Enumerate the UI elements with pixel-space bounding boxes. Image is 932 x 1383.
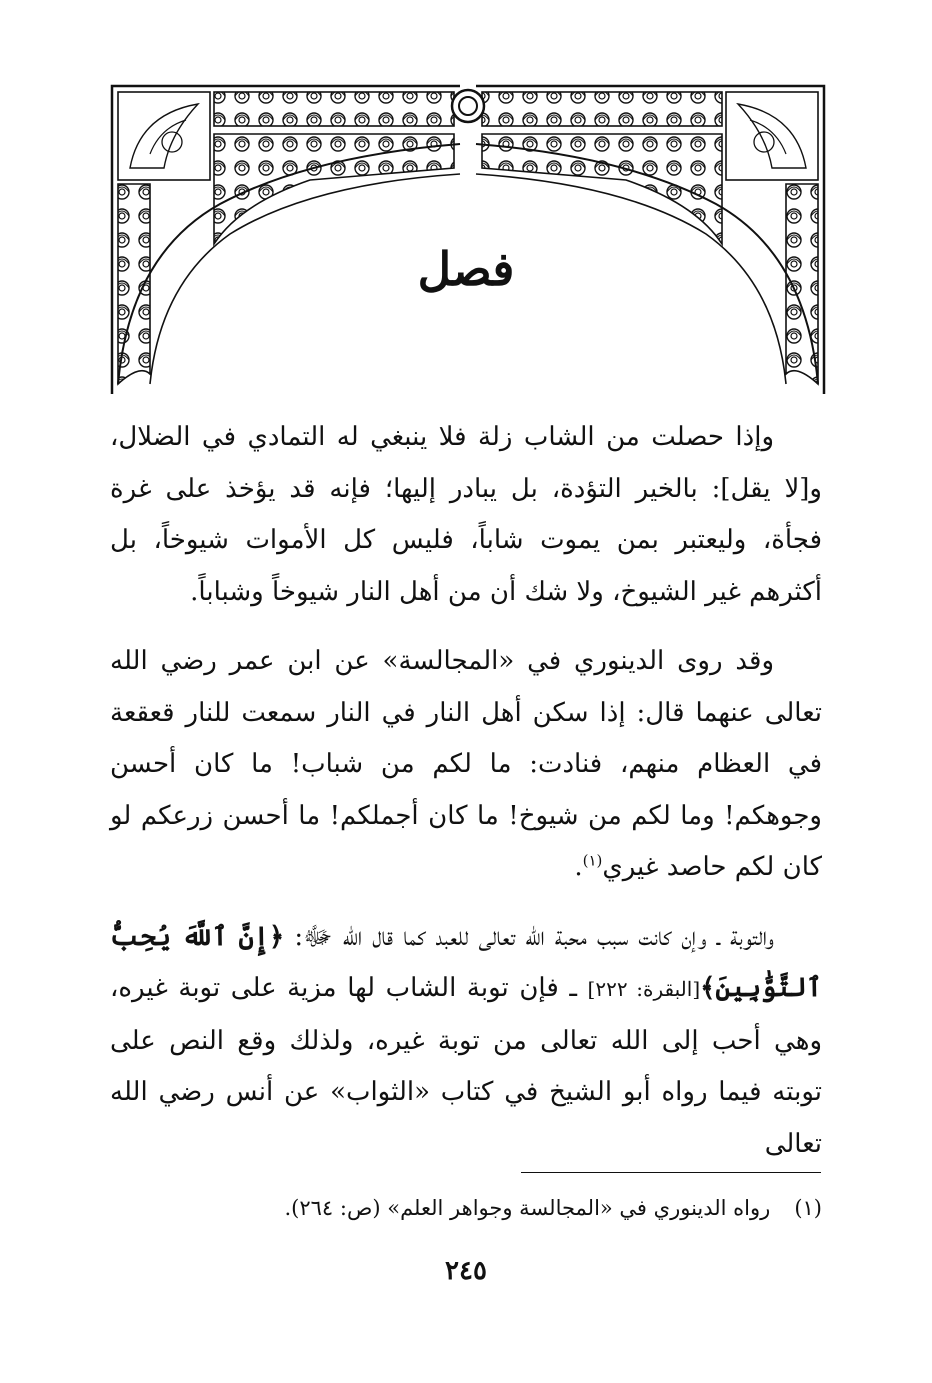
paragraph-text: وإذا حصلت من الشاب زلة فلا ينبغي له التمادي في الضلال، و[لا يقل]: بالخير التؤدة، بل يبادر إليها؛ فإنه قد يؤخذ على غرة فجأة، وليعتبر بمن يموت شاباً، فليس كل الأموات شيوخاً، بل أكثرهم غير الشيوخ، ولا شك أن من أهل النار شيوخاً وشباباً.: [110, 422, 822, 607]
paragraph-text: ـ فإن توبة الشاب لها مزية على توبة غيره، وهي أحب إلى الله تعالى من توبة غيره، ولذلك وقع النص على توبته فيما رواه أبو الشيخ في كتاب «الثواب» عن أنس رضي الله تعالى: [110, 973, 822, 1159]
paragraph: [110, 412, 822, 618]
page-number: ٢٤٥: [445, 1256, 487, 1286]
quran-verse: ﴿إِنَّ ٱللَّهَ يُحِبُّ ٱلتَّوَّٰبِينَ﴾: [110, 921, 822, 1003]
verse-citation: [البقرة: ٢٢٢]: [587, 977, 701, 1001]
footnote-number: (١): [794, 1196, 822, 1220]
arch-ornament: [110, 84, 826, 396]
paragraph-end: .: [574, 852, 583, 882]
footnote: [110, 1190, 822, 1226]
paragraph: [110, 636, 822, 894]
footnote-divider: [521, 1172, 821, 1173]
paragraph: [110, 912, 822, 1171]
paragraph-text: والتوبة ـ وإن كانت سبب محبة الله تعالى للعبد كما قال الله ﷻ:: [294, 921, 774, 952]
main-text: [110, 412, 822, 1170]
section-heading: فصل: [417, 242, 515, 296]
footnote-marker[interactable]: (١): [582, 851, 603, 870]
footnote-text: رواه الدينوري في «المجالسة وجواهر العلم» (ص: ٢٦٤).: [284, 1196, 771, 1220]
paragraph-text: وقد روى الدينوري في «المجالسة» عن ابن عمر رضي الله تعالى عنهما قال: إذا سكن أهل النار في النار سمعت للنار قعقعة في العظام منهم، فنادت: ما لكم من شباب! ما كان أحسن وجوهكم! وما لكم من شيوخ! ما كان أجملكم! ما أحسن زرعكم لو كان لكم حاصد غيري: [110, 646, 822, 882]
